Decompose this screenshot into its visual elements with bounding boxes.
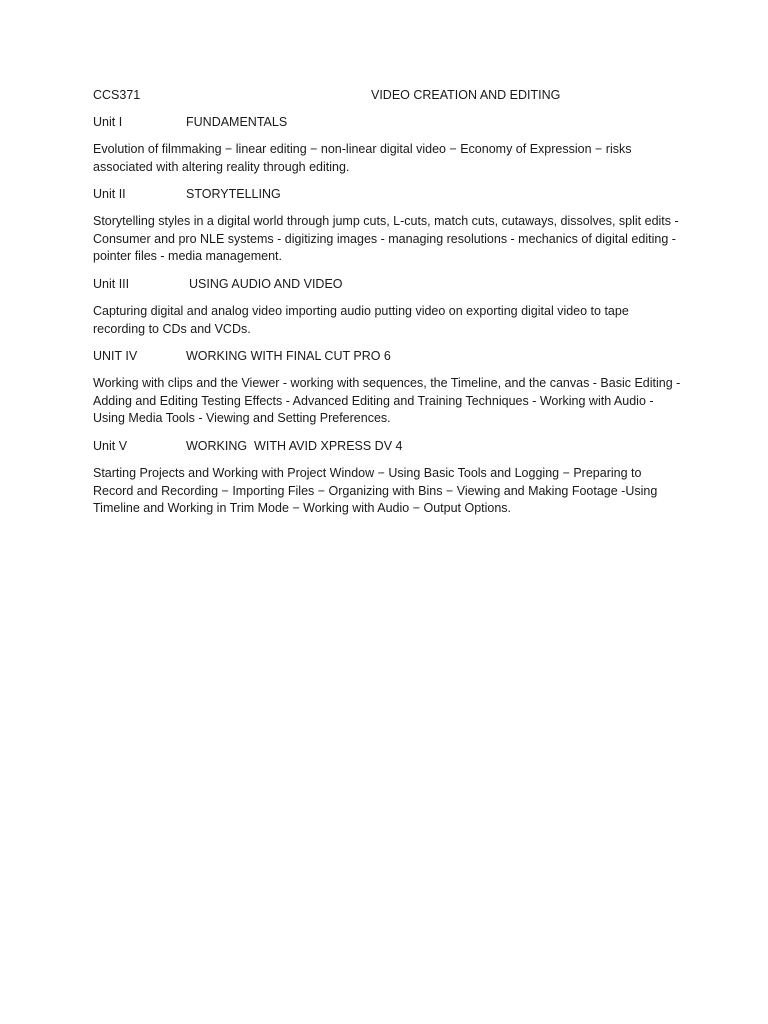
unit-number: Unit II	[93, 187, 126, 202]
unit-description-2: Storytelling styles in a digital world through jump cuts, L-cuts, match cuts, cutaways, dissolves, split edits - Consumer and pro NLE systems - digitizing images - managing resolutions - mechanics of digital editing - pointer files - media management.	[93, 214, 679, 264]
unit-heading-2	[93, 185, 683, 203]
unit-heading-4	[93, 347, 683, 365]
unit-heading-1	[93, 113, 683, 131]
unit-title: STORYTELLING	[186, 187, 281, 202]
unit-description-5: Starting Projects and Working with Project Window − Using Basic Tools and Logging − Preparing to Record and Recording − Importing Files − Organizing with Bins − Viewing and Making Footage -Using Timeline and Working in Trim Mode − Working with Audio − Output Options.	[93, 465, 658, 516]
unit-heading-5	[93, 437, 683, 455]
unit-heading-3	[93, 275, 683, 293]
unit-number: Unit V	[93, 438, 128, 453]
unit-description-1: Evolution of filmmaking − linear editing − non-linear digital video − Economy of Expression − risks associated with altering reality through editing.	[93, 142, 632, 174]
unit-number: Unit I	[93, 115, 123, 129]
unit-description-3: Capturing digital and analog video importing audio putting video on exporting digital video to tape recording to CDs and VCDs.	[93, 303, 629, 336]
course-title: VIDEO CREATION AND EDITING	[371, 88, 561, 102]
unit-title: FUNDAMENTALS	[186, 115, 288, 129]
document-page	[93, 86, 683, 527]
unit-number: UNIT IV	[93, 349, 138, 364]
unit-title: WORKING WITH AVID XPRESS DV 4	[186, 438, 403, 453]
unit-title: USING AUDIO AND VIDEO	[189, 276, 343, 291]
course-code: CCS371	[93, 88, 141, 102]
course-header	[93, 86, 683, 104]
unit-number: Unit III	[93, 276, 130, 291]
unit-description-4: Working with clips and the Viewer - working with sequences, the Timeline, and the canvas - Basic Editing - Adding and Editing Testing Effects - Advanced Editing and Training Techniques - Working with Audio - Using Media Tools - Viewing and Setting Preferences.	[93, 376, 681, 426]
unit-title: WORKING WITH FINAL CUT PRO 6	[186, 349, 391, 364]
